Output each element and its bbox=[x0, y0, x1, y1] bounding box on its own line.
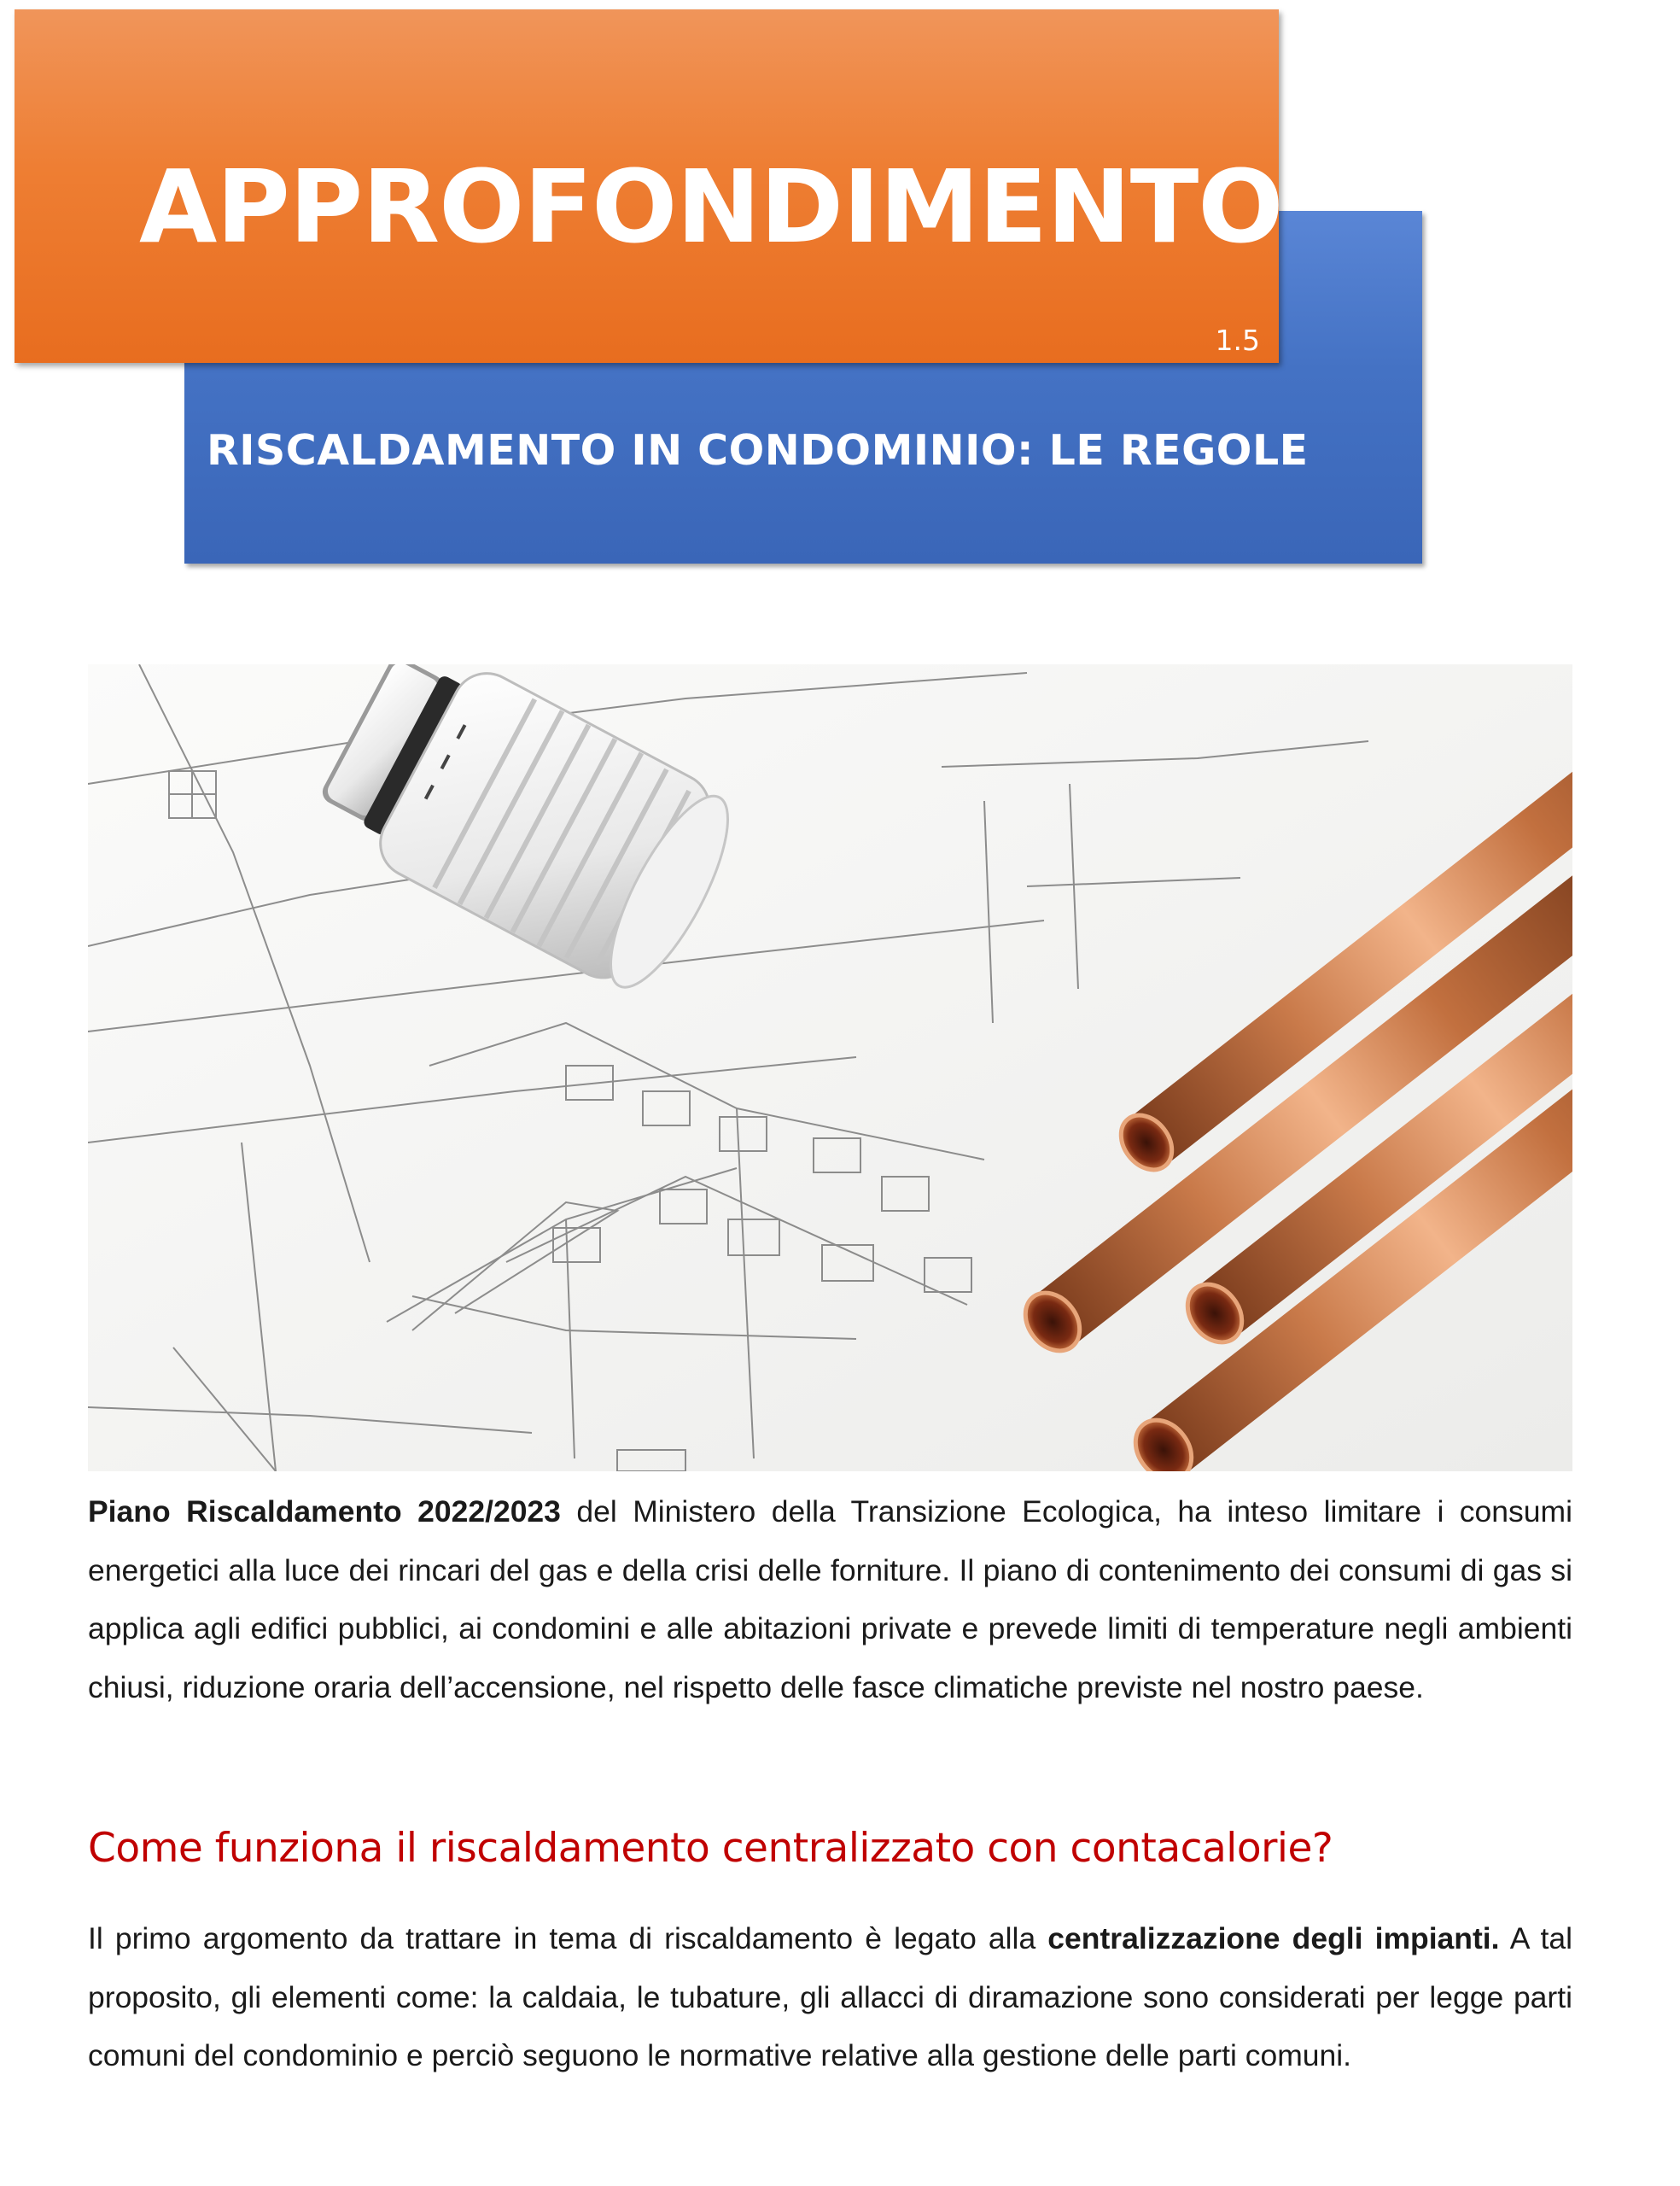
section-text-after: A tal proposito, gli elementi come: la caldaia, le tubature, gli allacci di diramazione sono considerati per legge parti comuni del condominio e perciò seguono le normative relative alla gestione delle parti comuni. bbox=[88, 1921, 1573, 2072]
section-bold-text: centralizzazione degli impianti. bbox=[1047, 1921, 1500, 1955]
intro-text: del Ministero della Transizione Ecologica, ha inteso limitare i consumi energetici alla luce dei rincari del gas e della crisi delle forniture. Il piano di contenimento dei consumi di gas si applica agli edifici pubblici, ai condomini e alle abitazioni private e prevede limiti di temperature negli ambienti chiusi, riduzione oraria dell’accensione, nel rispetto delle fasce climatiche previste nel nostro paese. bbox=[88, 1494, 1572, 1704]
section-heading: Come funziona il riscaldamento centralizzato con contacalorie? bbox=[88, 1825, 1333, 1872]
heating-photo bbox=[88, 664, 1572, 1471]
page-subtitle: RISCALDAMENTO IN CONDOMINIO: LE REGOLE bbox=[207, 426, 1309, 475]
section-text-before: Il primo argomento da trattare in tema di riscaldamento è legato alla bbox=[88, 1921, 1048, 1955]
page-title: APPROFONDIMENTO bbox=[139, 148, 1283, 266]
section-paragraph bbox=[88, 1909, 1572, 2085]
section-number: 1.5 bbox=[1215, 324, 1260, 357]
title-banner bbox=[15, 9, 1283, 363]
intro-bold-text: Piano Riscaldamento 2022/2023 bbox=[88, 1494, 561, 1528]
intro-paragraph bbox=[88, 1482, 1572, 1716]
